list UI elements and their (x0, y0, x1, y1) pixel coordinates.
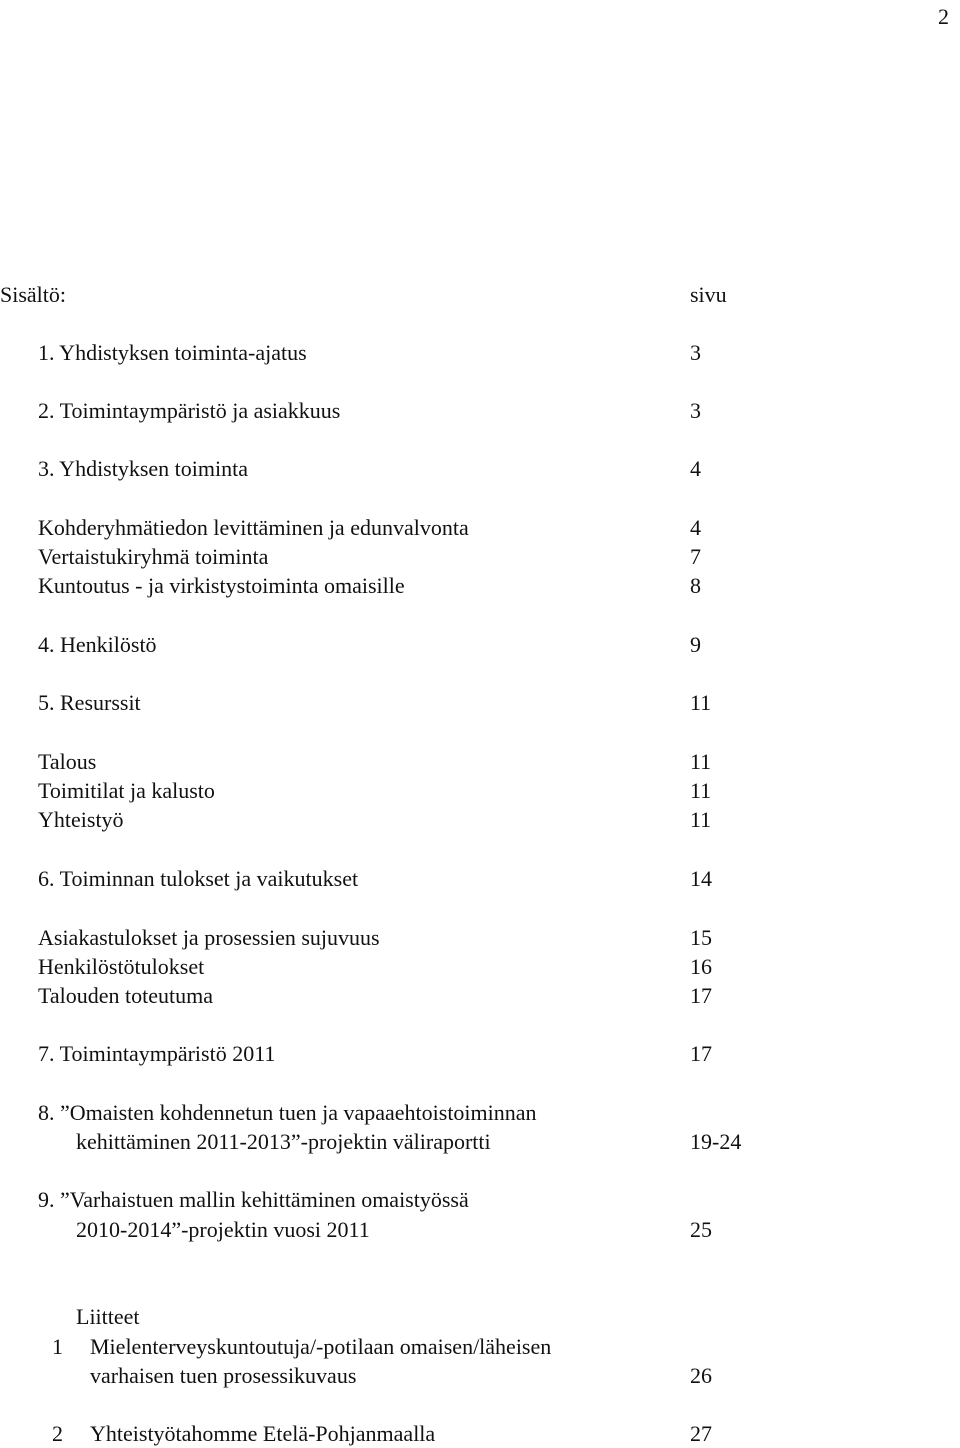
toc-entry-label: Toimitilat ja kalusto (38, 778, 215, 803)
toc-entry-page: 25 (690, 1217, 712, 1242)
toc-entry-label: 2. Toimintaympäristö ja asiakkuus (38, 398, 341, 423)
toc-entry-page: 14 (690, 866, 712, 891)
appendix-page: 27 (690, 1421, 712, 1446)
toc-entry-page: 11 (690, 778, 712, 803)
appendix-number: 1 (52, 1334, 63, 1359)
toc-entry-page: 11 (690, 807, 712, 832)
toc-entry-page: 17 (690, 983, 712, 1008)
toc-entry-label: 6. Toiminnan tulokset ja vaikutukset (38, 866, 359, 891)
toc-entry-label: 3. Yhdistyksen toiminta (38, 456, 249, 481)
toc-entry-label: 5. Resurssit (38, 690, 141, 715)
toc-entry-label: Talouden toteutuma (38, 983, 214, 1008)
toc-entry-label: 4. Henkilöstö (38, 632, 157, 657)
toc-entry-page: 8 (690, 573, 701, 598)
appendix-label: varhaisen tuen prosessikuvaus (90, 1363, 357, 1388)
appendix-page: 26 (690, 1363, 712, 1388)
toc-entry-page: 17 (690, 1041, 712, 1066)
toc-entry-page: 3 (690, 398, 701, 423)
toc-entry-label: 9. ”Varhaistuen mallin kehittäminen omaistyössä (38, 1187, 469, 1212)
toc-entry-label: 8. ”Omaisten kohdennetun tuen ja vapaaehtoistoiminnan (38, 1100, 537, 1125)
toc-entry-page: 3 (690, 340, 701, 365)
toc-entry-label: Kohderyhmätiedon levittäminen ja edunvalvonta (38, 515, 469, 540)
toc-entry-label-continued: kehittäminen 2011-2013”-projektin väliraportti (76, 1129, 491, 1154)
toc-entry-label-continued: 2010-2014”-projektin vuosi 2011 (76, 1217, 370, 1242)
appendix-label: Mielenterveyskuntoutuja/-potilaan omaisen/läheisen (90, 1334, 552, 1359)
page-number: 2 (938, 4, 949, 29)
toc-entry-page: 15 (690, 925, 712, 950)
appendix-number: 2 (52, 1421, 63, 1446)
toc-entry-page: 19-24 (690, 1129, 742, 1154)
toc-entry-label: Kuntoutus - ja virkistystoiminta omaisille (38, 573, 405, 598)
toc-entry-label: 1. Yhdistyksen toiminta-ajatus (38, 340, 307, 365)
toc-entry-label: Asiakastulokset ja prosessien sujuvuus (38, 925, 380, 950)
toc-entry-page: 4 (690, 456, 701, 481)
toc-entry-page: 11 (690, 749, 712, 774)
toc-page-column-label: sivu (690, 282, 727, 307)
toc-entry-label: Vertaistukiryhmä toiminta (38, 544, 269, 569)
appendices-heading: Liitteet (76, 1304, 140, 1329)
toc-entry-label: Yhteistyö (38, 807, 124, 832)
toc-entry-label: Talous (38, 749, 97, 774)
toc-entry-page: 9 (690, 632, 701, 657)
toc-entry-label: 7. Toimintaympäristö 2011 (38, 1041, 276, 1066)
toc-entry-page: 16 (690, 954, 712, 979)
toc-entry-label: Henkilöstötulokset (38, 954, 205, 979)
toc-entry-page: 11 (690, 690, 712, 715)
toc-entry-page: 4 (690, 515, 701, 540)
toc-entry-page: 7 (690, 544, 701, 569)
appendix-label: Yhteistyötahomme Etelä-Pohjanmaalla (90, 1421, 436, 1446)
toc-heading: Sisältö: (0, 282, 67, 307)
